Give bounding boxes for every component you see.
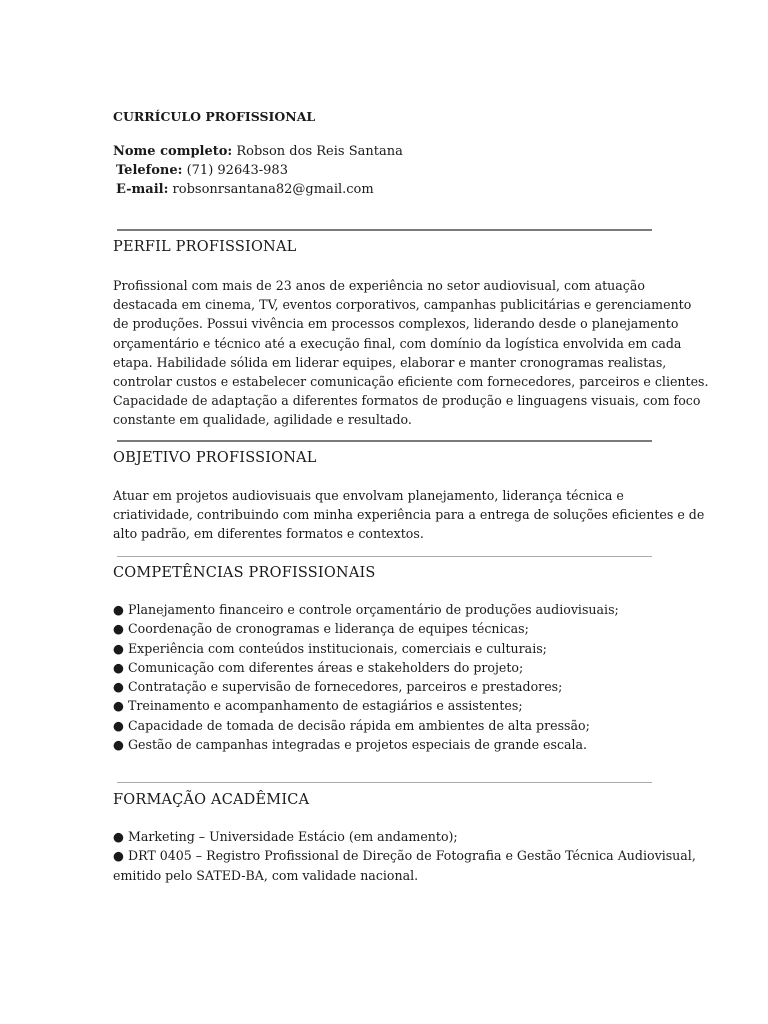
competencias-heading: COMPETÊNCIAS PROFISSIONAIS <box>113 565 376 581</box>
section-divider <box>117 440 652 442</box>
list-item: ● Coordenação de cronogramas e liderança de equipes técnicas; <box>113 621 529 637</box>
formacao-list <box>113 827 696 885</box>
phone-label: Telefone: <box>116 163 183 178</box>
list-item: ● Experiência com conteúdos institucionais, comerciais e culturais; <box>113 640 547 656</box>
paragraph-line: Capacidade de adaptação a diferentes formatos de produção e linguagens visuais, com foco <box>113 393 701 409</box>
perfil-paragraph <box>113 276 709 430</box>
document-title: CURRÍCULO PROFISSIONAL <box>113 109 316 124</box>
perfil-heading: PERFIL PROFISSIONAL <box>113 239 297 255</box>
list-item: ● Marketing – Universidade Estácio (em andamento); <box>113 829 458 844</box>
full-name-label: Nome completo: <box>113 144 233 159</box>
objetivo-heading: OBJETIVO PROFISSIONAL <box>113 450 317 466</box>
list-item: emitido pelo SATED-BA, com validade nacional. <box>113 867 419 883</box>
paragraph-line: controlar custos e estabelecer comunicação eficiente com fornecedores, parceiros e clientes. <box>113 374 709 390</box>
list-item: ● Comunicação com diferentes áreas e stakeholders do projeto; <box>113 659 524 675</box>
paragraph-line: etapa. Habilidade sólida em liderar equipes, elaborar e manter cronogramas realistas, <box>113 354 667 370</box>
formacao-heading: FORMAÇÃO ACADÊMICA <box>113 792 310 808</box>
list-item: ● Planejamento financeiro e controle orçamentário de produções audiovisuais; <box>113 602 619 617</box>
paragraph-line: alto padrão, em diferentes formatos e contextos. <box>113 526 424 542</box>
objetivo-paragraph <box>113 486 705 544</box>
email-label: E-mail: <box>116 182 169 197</box>
paragraph-line: destacada em cinema, TV, eventos corporativos, campanhas publicitárias e gerenciamento <box>113 297 692 313</box>
email-value: robsonrsantana82@gmail.com <box>168 182 374 197</box>
phone-value: (71) 92643-983 <box>182 163 288 178</box>
paragraph-line: criatividade, contribuindo com minha experiência para a entrega de soluções eficientes e de <box>113 507 705 523</box>
list-item: ● Treinamento e acompanhamento de estagiários e assistentes; <box>113 698 523 714</box>
list-item: ● Gestão de campanhas integradas e projetos especiais de grande escala. <box>113 737 588 753</box>
list-item: ● Capacidade de tomada de decisão rápida em ambientes de alta pressão; <box>113 717 590 733</box>
email-line <box>116 180 374 199</box>
full-name-value: Robson dos Reis Santana <box>232 144 403 159</box>
competencias-list <box>113 600 658 754</box>
paragraph-line: de produções. Possui vivência em processos complexos, liderando desde o planejamento <box>113 316 679 332</box>
list-item: ● DRT 0405 – Registro Profissional de Direção de Fotografia e Gestão Técnica Audiovisual, <box>113 848 696 864</box>
section-divider <box>117 556 652 557</box>
phone-line <box>116 161 288 180</box>
paragraph-line: Atuar em projetos audiovisuais que envolvam planejamento, liderança técnica e <box>113 488 624 503</box>
section-divider <box>117 229 652 231</box>
full-name-line <box>113 142 403 161</box>
section-divider <box>117 782 652 783</box>
paragraph-line: Profissional com mais de 23 anos de experiência no setor audiovisual, com atuação <box>113 278 645 293</box>
paragraph-line: constante em qualidade, agilidade e resultado. <box>113 412 412 428</box>
list-item: ● Contratação e supervisão de fornecedores, parceiros e prestadores; <box>113 679 563 695</box>
paragraph-line: orçamentário e técnico até a execução final, com domínio da logística envolvida em cada <box>113 335 682 351</box>
